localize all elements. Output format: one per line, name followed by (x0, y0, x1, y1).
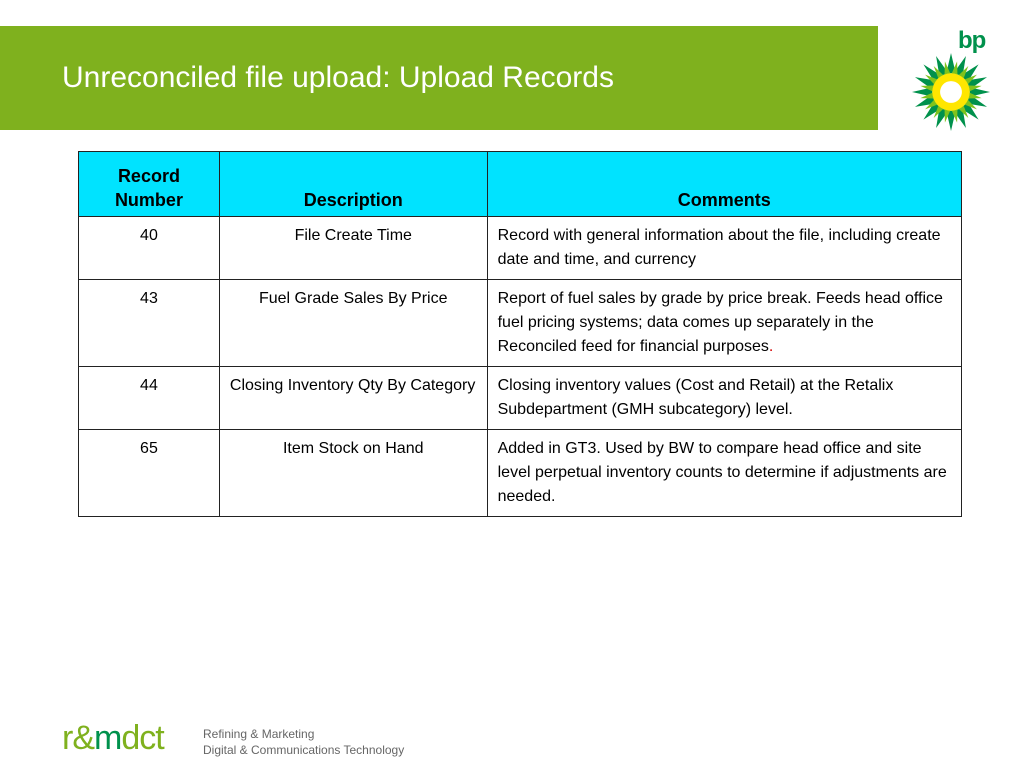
table-row (79, 430, 962, 517)
rmdct-logo (62, 718, 164, 758)
record-number-cell: 65 (79, 430, 220, 517)
comment-suffix: . (768, 338, 774, 355)
comment-text: Report of fuel sales by grade by price break. Feeds head office fuel pricing systems; data comes up separately in the Reconciled feed for financial purposes (497, 290, 943, 355)
header-description: Description (219, 152, 487, 217)
table-row (79, 280, 962, 367)
comment-cell (487, 280, 961, 367)
description-cell: File Create Time (219, 217, 487, 280)
slide-title: Unreconciled file upload: Upload Records (62, 61, 614, 94)
rmdct-logo-right: dct (121, 719, 164, 757)
description-cell: Item Stock on Hand (219, 430, 487, 517)
record-number-cell: 44 (79, 367, 220, 430)
rmdct-logo-left: r& (62, 719, 94, 757)
table-row (79, 217, 962, 280)
comment-cell: Closing inventory values (Cost and Retail) at the Retalix Subdepartment (GMH subcategory) level. (487, 367, 961, 430)
record-number-cell: 40 (79, 217, 220, 280)
comment-cell: Added in GT3. Used by BW to compare head office and site level perpetual inventory counts to determine if adjustments are needed. (487, 430, 961, 517)
header-comments: Comments (487, 152, 961, 217)
footer-division (203, 726, 404, 758)
rmdct-logo-mid: m (94, 719, 122, 757)
record-number-cell: 43 (79, 280, 220, 367)
header-record-number: Record Number (79, 152, 220, 217)
table-row (79, 367, 962, 430)
description-cell: Fuel Grade Sales By Price (219, 280, 487, 367)
footer-line-1: Refining & Marketing (203, 727, 315, 741)
bp-helios-icon (912, 53, 990, 131)
bp-wordmark: bp (958, 27, 986, 54)
upload-records-table (78, 151, 962, 517)
table-header-row (79, 152, 962, 217)
description-cell: Closing Inventory Qty By Category (219, 367, 487, 430)
comment-cell: Record with general information about the file, including create date and time, and currency (487, 217, 961, 280)
footer-line-2: Digital & Communications Technology (203, 743, 405, 757)
